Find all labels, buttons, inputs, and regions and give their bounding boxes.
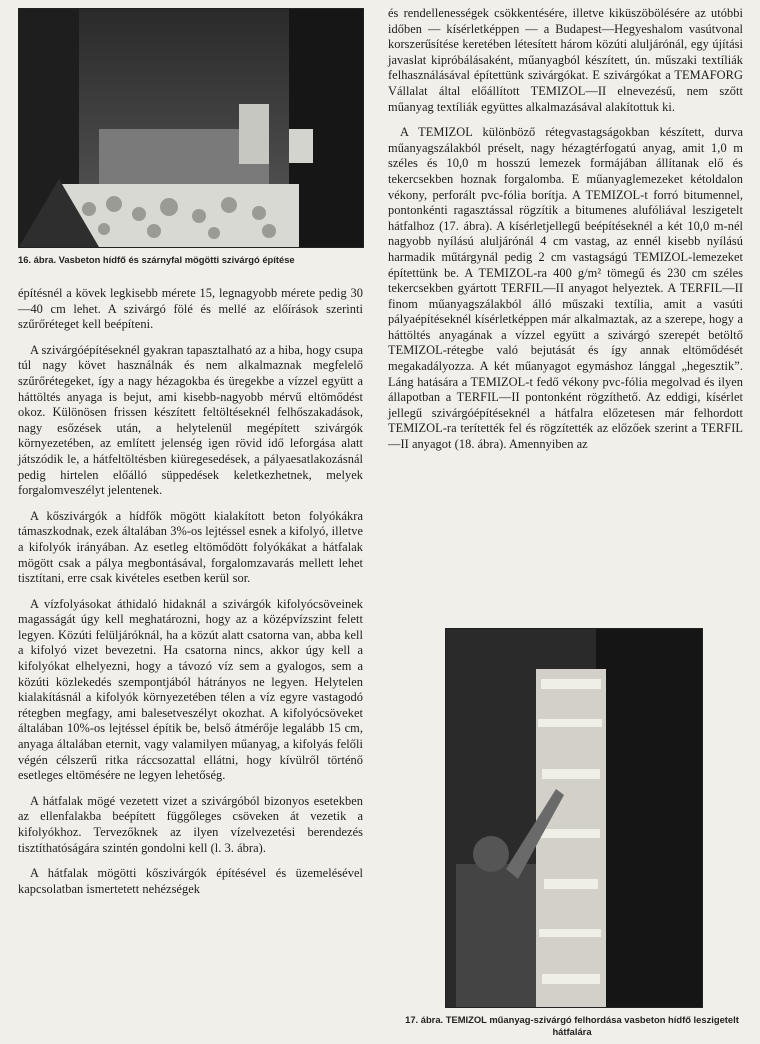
left-text-column: [18, 286, 363, 897]
figure-17-caption: 17. ábra. TEMIZOL műanyag-szivárgó felhordása vasbeton hídfő leszigetelt hátfalára: [405, 1014, 739, 1037]
paragraph: A szivárgóépítéseknél gyakran tapasztalható az a hiba, hogy csupa túl nagy követ használnák és nem alkalmaznak megfelelő szűrőrétegeket, így a nagy hézagokba és üregekbe a vízzel együtt a háttöltés anyaga is bejut, ami kisebb-nagyobb mérvű eltömődést okoz. Különösen frissen készített feltöltéseknél felhőszakadások, nagy esőzések után, a helytelenül megépített szivárgók környezetében, az említett jelenség igen rövid idő leforgása alatt játszódik le, a hátfeltöltésben kiüregesedések, a pályaesatlakozásnál pedig hirtelen előálló süppedések keletkezhetnek, melyek forgalomveszélyt jelentenek.: [18, 342, 363, 498]
paragraph: A hátfalak mögé vezetett vizet a szivárgóból bizonyos esetekben az ellenfalakba beépített függőleges csöveken át vezetik a kifolyókhoz. Tervezőknek az ilyen vízelvezetési berendezés tisztíthatóságára szintén gondolni kell (l. 3. ábra).: [18, 793, 363, 855]
construction-photo-image: [19, 9, 363, 247]
right-text-column: [388, 6, 743, 453]
figure-16-photo: [18, 8, 364, 248]
paragraph: A hátfalak mögötti kőszivárgók építésével és üzemelésével kapcsolatban ismertetett nehézségek: [18, 866, 363, 896]
temizol-application-image: [446, 629, 702, 1007]
paragraph: A TEMIZOL különböző rétegvastagságokban készített, durva műanyagszálakból préselt, nagy hézagtérfogatú anyag, amit 1,0 m széles és 10,0 m hosszú lemezek formájában állítanak elő és tekercsekben hoznak forgalomba. E műanyaglemezeket kétoldalon vékony, perforált pvc-fólia borítja. A TEMIZOL-t forró bitumennel, pontonkénti ragasztással rögzítik a bitumenes alufóliával leszigetelt hátfalhoz (17. ábra). A kísérletjellegű beépítéseknél a két 10,0 m-nél nagyobb nyílású aluljárónál 4 cm vastag, az ennél kisebb nyílású harmadik műtárgynál pedig 2 cm vastagságú TEMIZOL-lemezeket építettünk be. A TEMIZOL-ra 400 g/m² tömegű és 230 cm széles tekercsekben gyártott TERFIL—II anyagot helyeztek. A TERFIL—II finom műanyagszálakból álló műszaki textília, amit a vasúti pályaépítéseknél kísérletképpen már alkalmaztak, az a szerepe, hogy a háttöltés anyagának a vízzel együtt a szivárgó szerepét betöltő TEMIZOL-rétegbe való bejutását és így annak eltömődését megakadályozza. A két műanyagot egymáshoz lánggal „hegesztik”. Láng hatására a TEMIZOL-t fedő vékony pvc-fólia megolvad és ilyen állapotban a TERFIL—II pontonként rögzíthető. Az eddigi, kísérlet jellegű szivárgóépítéseknél a hátfalra előzetesen már felhordott TEMIZOL-ra terítették fel és rögzítették az előzőek szerint a TERFIL—II anyagot (18. ábra). Amennyiben az: [388, 125, 743, 452]
paragraph: és rendellenességek csökkentésére, illetve kiküszöbölésére az utóbbi időben — kísérletképpen — a Budapest—Hegyeshalom vasútvonal korszerűsítése keretében létesített három közúti aluljárónál, egy újítási javaslat kipróbálásaként, műanyagból készített, ún. műszaki textíliák felhasználásával építettünk szivárgókat. E szivárgókat a TEMAFORG Vállalat által előállított TEMIZOL—II elnevezésű, nem szőtt műanyag textíliák együttes alkalmazásával alakítottuk ki.: [388, 6, 743, 114]
paragraph: A vízfolyásokat áthidaló hidaknál a szivárgók kifolyócsöveinek magasságát úgy kell meghatározni, hogy az a középvízszint felett legyen. Közúti felüljáróknál, ha a közút alatt csatorna van, abba kell a kifolyó vizet bevezetni. Ha csatorna nincs, akkor úgy kell a kifolyókat elhelyezni, hogy a távozó víz sem a gyalogos, sem a közúti közlekedés szempontjából hátrányos ne legyen. Helytelen kialakításnál a kifolyók környezetében télen a víz egyre vastagodó rétegben megfagy, ami balesetveszélyt okozhat. A kifolyócsöveket általában 10%-os lejtéssel építik be, belső átmérője legalább 15 cm, anyaga általában eternit, vagy valamilyen műanyag, a kifolyás felőli végén célszerű ritka ráccsozattal ellátni, hogy kívülről történő esetleges eltömésére ne legyen lehetőség.: [18, 596, 363, 783]
paragraph: építésnél a kövek legkisebb mérete 15, legnagyobb mérete pedig 30—40 cm lehet. A szivárgó fölé és mellé az előírások szerinti szűrőréteget kell beépíteni.: [18, 286, 363, 332]
paragraph: A kőszivárgók a hídfők mögött kialakított beton folyókákra támaszkodnak, ezek általában 3%-os lejtéssel esnek a kifolyó, illetve a kifolyók irányában. Az esetleg eltömődött folyókákat a hátfalak mögött csak a pálya megbontásával, forgalomzavarás mellett lehet tisztítani, erre csak kivételes esetben kerül sor.: [18, 508, 363, 586]
figure-17-photo: [445, 628, 703, 1008]
figure-16-caption: 16. ábra. Vasbeton hídfő és szárnyfal mögötti szivárgó építése: [18, 254, 295, 265]
